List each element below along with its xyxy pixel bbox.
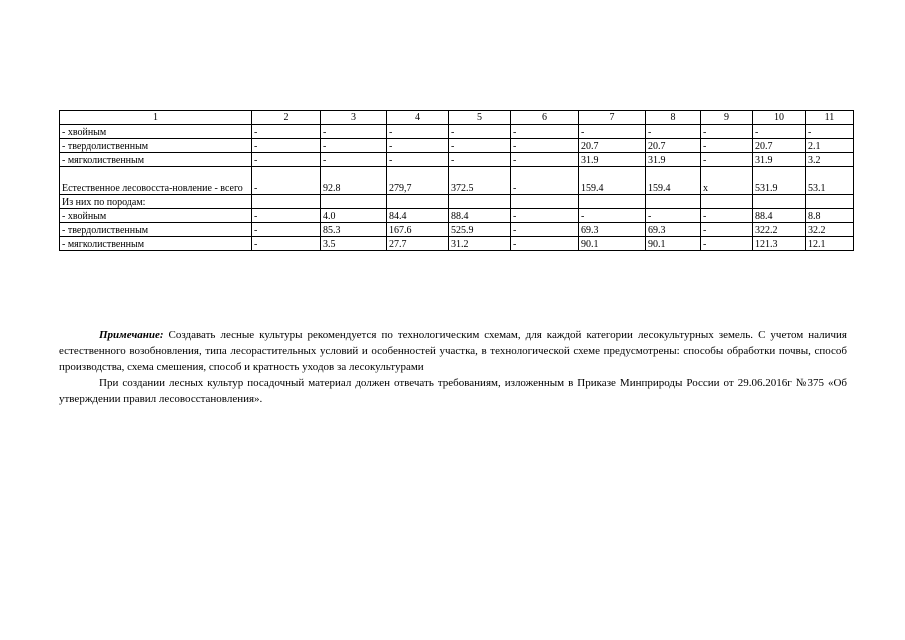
table-cell: 2.1 xyxy=(806,139,854,153)
table-cell: 90.1 xyxy=(646,237,701,251)
column-header: 3 xyxy=(321,111,387,125)
table-cell: 159.4 xyxy=(646,167,701,195)
table-row xyxy=(60,195,854,209)
table-cell: - xyxy=(321,139,387,153)
table-cell: 372.5 xyxy=(449,167,511,195)
table-cell: 85.3 xyxy=(321,223,387,237)
column-header: 8 xyxy=(646,111,701,125)
table-cell: 69.3 xyxy=(579,223,646,237)
table-cell: 20.7 xyxy=(753,139,806,153)
table-cell: 8.8 xyxy=(806,209,854,223)
note-paragraph xyxy=(59,327,847,375)
table-cell: 20.7 xyxy=(646,139,701,153)
table-cell xyxy=(252,195,321,209)
row-label-cell: Из них по породам: xyxy=(60,195,252,209)
table-cell: 53.1 xyxy=(806,167,854,195)
table-cell: - xyxy=(252,237,321,251)
table-cell: - xyxy=(511,139,579,153)
table-cell: - xyxy=(701,125,753,139)
table-cell: 27.7 xyxy=(387,237,449,251)
table-cell: 167.6 xyxy=(387,223,449,237)
table-cell: 88.4 xyxy=(753,209,806,223)
table-cell: - xyxy=(252,223,321,237)
table-cell: - xyxy=(321,125,387,139)
table-cell: - xyxy=(252,125,321,139)
table-cell: 31.9 xyxy=(646,153,701,167)
table-cell: - xyxy=(252,209,321,223)
table-cell: 92.8 xyxy=(321,167,387,195)
row-label-cell: - мягколиственным xyxy=(60,153,252,167)
table-row xyxy=(60,125,854,139)
table-cell: 531.9 xyxy=(753,167,806,195)
table-cell xyxy=(449,195,511,209)
row-label-cell: - твердолиственным xyxy=(60,223,252,237)
column-header: 4 xyxy=(387,111,449,125)
table-cell: 3.5 xyxy=(321,237,387,251)
column-header: 6 xyxy=(511,111,579,125)
table-cell xyxy=(387,195,449,209)
note-paragraph-2: При создании лесных культур посадочный материал должен отвечать требованиям, изложенным в Приказе Минприроды России от 29.06.2016г №375 «Об утверждении правил лесовосстановления». xyxy=(59,377,847,405)
table-cell: 279,7 xyxy=(387,167,449,195)
table-cell: - xyxy=(252,153,321,167)
table-cell: - xyxy=(701,223,753,237)
table-cell: - xyxy=(646,209,701,223)
table-cell xyxy=(646,195,701,209)
table-cell xyxy=(321,195,387,209)
table-cell: - xyxy=(579,209,646,223)
table-cell: - xyxy=(511,167,579,195)
table-cell xyxy=(511,195,579,209)
table-row xyxy=(60,167,854,195)
row-label-cell: - мягколиственным xyxy=(60,237,252,251)
table-cell: - xyxy=(701,209,753,223)
table-header xyxy=(60,111,854,125)
row-label-cell: - твердолиственным xyxy=(60,139,252,153)
table-cell: - xyxy=(449,139,511,153)
table-cell xyxy=(579,195,646,209)
table-cell: - xyxy=(449,125,511,139)
table-cell: 69.3 xyxy=(646,223,701,237)
table-cell: - xyxy=(579,125,646,139)
table-cell: - xyxy=(387,153,449,167)
table-cell xyxy=(753,195,806,209)
table-cell: - xyxy=(701,153,753,167)
table-cell: 159.4 xyxy=(579,167,646,195)
table-cell: 31.9 xyxy=(579,153,646,167)
column-header: 2 xyxy=(252,111,321,125)
forest-data-table xyxy=(59,110,854,251)
table-cell: 32.2 xyxy=(806,223,854,237)
table-cell: - xyxy=(753,125,806,139)
table-cell: - xyxy=(252,167,321,195)
table-cell: x xyxy=(701,167,753,195)
column-header: 5 xyxy=(449,111,511,125)
column-header: 7 xyxy=(579,111,646,125)
table-cell: 12.1 xyxy=(806,237,854,251)
table-cell xyxy=(701,195,753,209)
column-header: 1 xyxy=(60,111,252,125)
table-row xyxy=(60,139,854,153)
table-cell: - xyxy=(511,125,579,139)
table-cell: 4.0 xyxy=(321,209,387,223)
table-cell: - xyxy=(387,139,449,153)
column-header: 9 xyxy=(701,111,753,125)
table-cell: - xyxy=(511,223,579,237)
table-cell: 3.2 xyxy=(806,153,854,167)
table-cell: - xyxy=(701,139,753,153)
table-cell: 88.4 xyxy=(449,209,511,223)
table-body xyxy=(60,125,854,251)
table-cell: - xyxy=(511,153,579,167)
table-cell: - xyxy=(701,237,753,251)
table-cell: - xyxy=(511,209,579,223)
header-row xyxy=(60,111,854,125)
note-lead: Примечание: xyxy=(99,329,164,341)
column-header: 10 xyxy=(753,111,806,125)
table-cell: 322.2 xyxy=(753,223,806,237)
table-cell: - xyxy=(252,139,321,153)
table-cell: 90.1 xyxy=(579,237,646,251)
table-cell: - xyxy=(387,125,449,139)
table-cell: 525.9 xyxy=(449,223,511,237)
table-cell: - xyxy=(646,125,701,139)
table-cell: 121.3 xyxy=(753,237,806,251)
table-cell: - xyxy=(449,153,511,167)
table-cell xyxy=(806,195,854,209)
table-cell: - xyxy=(321,153,387,167)
row-label-cell: - хвойным xyxy=(60,209,252,223)
row-label-cell: Естественное лесовосста-новление - всего xyxy=(60,167,252,195)
note-text: Создавать лесные культуры рекомендуется по технологическим схемам, для каждой категории лесокультурных земель. С учетом наличия естественного возобновления, типа лесорастительных условий и особенностей участка, в технологической схеме предусмотрены: способы обработки почвы, способ производства, схема смешения, способ и кратность уходов за лесокультурами xyxy=(59,329,847,373)
table-cell: 31.2 xyxy=(449,237,511,251)
table-cell: - xyxy=(806,125,854,139)
table-row xyxy=(60,209,854,223)
table-row xyxy=(60,237,854,251)
table-cell: 84.4 xyxy=(387,209,449,223)
table-cell: - xyxy=(511,237,579,251)
note-block xyxy=(59,327,847,407)
column-header: 11 xyxy=(806,111,854,125)
table-row xyxy=(60,223,854,237)
table-row xyxy=(60,153,854,167)
row-label-cell: - хвойным xyxy=(60,125,252,139)
table-cell: 31.9 xyxy=(753,153,806,167)
table-cell: 20.7 xyxy=(579,139,646,153)
